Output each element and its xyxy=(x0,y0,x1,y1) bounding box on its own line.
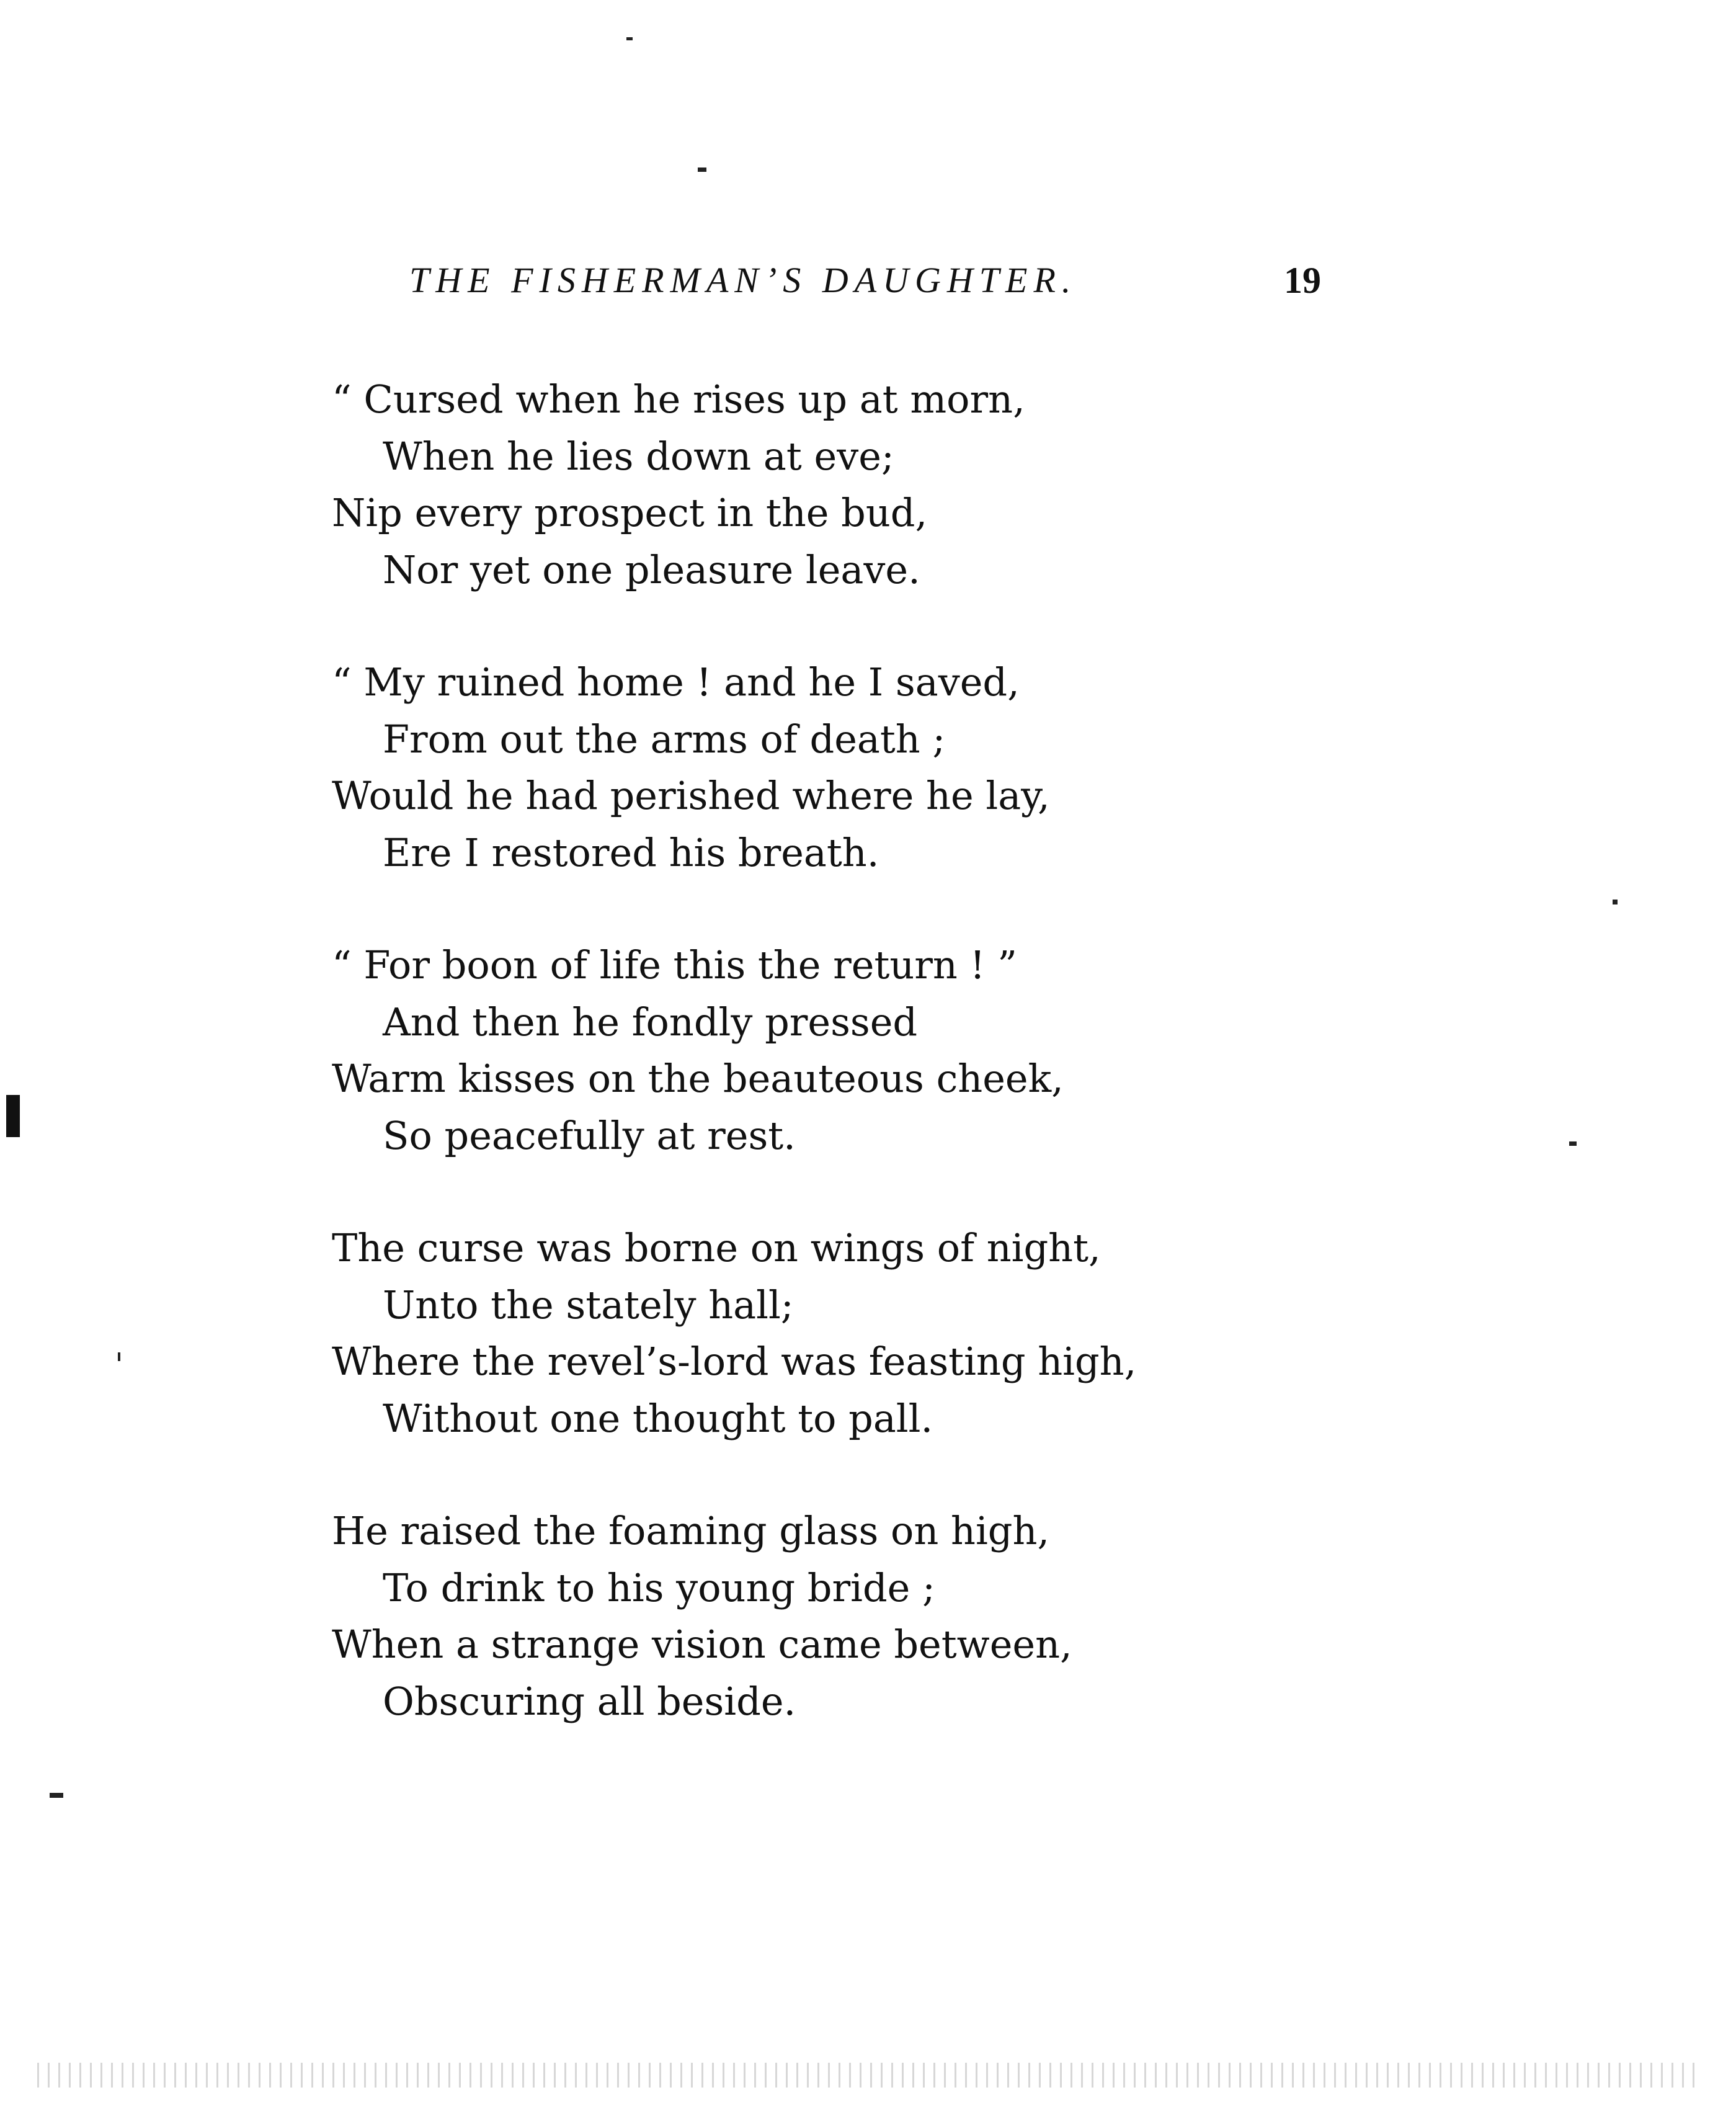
scan-speck xyxy=(50,1793,63,1798)
stanza xyxy=(332,1220,1510,1447)
verse-line: Warm kisses on the beauteous cheek, xyxy=(332,1056,1064,1101)
stanza xyxy=(332,654,1510,881)
verse-line: Unto the stately hall; xyxy=(383,1282,794,1328)
verse-line: The curse was borne on wings of night, xyxy=(332,1225,1101,1271)
stanza xyxy=(332,937,1510,1164)
running-head xyxy=(409,259,1340,315)
stanza xyxy=(332,1503,1510,1730)
scan-speck xyxy=(626,37,633,40)
verse-line: When he lies down at eve; xyxy=(383,433,894,479)
scan-speck xyxy=(1613,900,1618,904)
verse-line: So peacefully at rest. xyxy=(383,1112,796,1158)
verse-line: Nip every prospect in the bud, xyxy=(332,490,928,535)
verse-line: From out the arms of death ; xyxy=(383,716,946,762)
verse-line: Without one thought to pall. xyxy=(383,1395,933,1441)
verse-line: Nor yet one pleasure leave. xyxy=(383,547,920,592)
verse-line: Obscuring all beside. xyxy=(383,1678,796,1724)
verse-line: “ Cursed when he rises up at morn, xyxy=(332,377,1025,422)
running-title: THE FISHERMAN’S DAUGHTER. xyxy=(409,260,1077,300)
verse-line: “ My ruined home ! and he I saved, xyxy=(332,659,1020,705)
verse-line: To drink to his young bride ; xyxy=(383,1565,935,1610)
poem xyxy=(332,371,1510,1785)
scan-noise xyxy=(37,2063,1699,2088)
verse-line: Where the revel’s-lord was feasting high, xyxy=(332,1339,1137,1384)
verse-line: Would he had perished where he lay, xyxy=(332,773,1050,818)
scan-speck xyxy=(118,1352,120,1361)
stanza xyxy=(332,371,1510,598)
page-number: 19 xyxy=(1284,260,1321,301)
scan-speck xyxy=(698,167,706,172)
verse-line: When a strange vision came between, xyxy=(332,1622,1072,1667)
verse-line: “ For boon of life this the return ! ” xyxy=(332,942,1017,988)
verse-line: Ere I restored his breath. xyxy=(383,829,879,875)
verse-line: And then he fondly pressed xyxy=(383,999,918,1045)
verse-line: He raised the foaming glass on high, xyxy=(332,1508,1050,1553)
scan-speck xyxy=(1569,1141,1577,1146)
scan-edge-mark xyxy=(6,1095,20,1137)
